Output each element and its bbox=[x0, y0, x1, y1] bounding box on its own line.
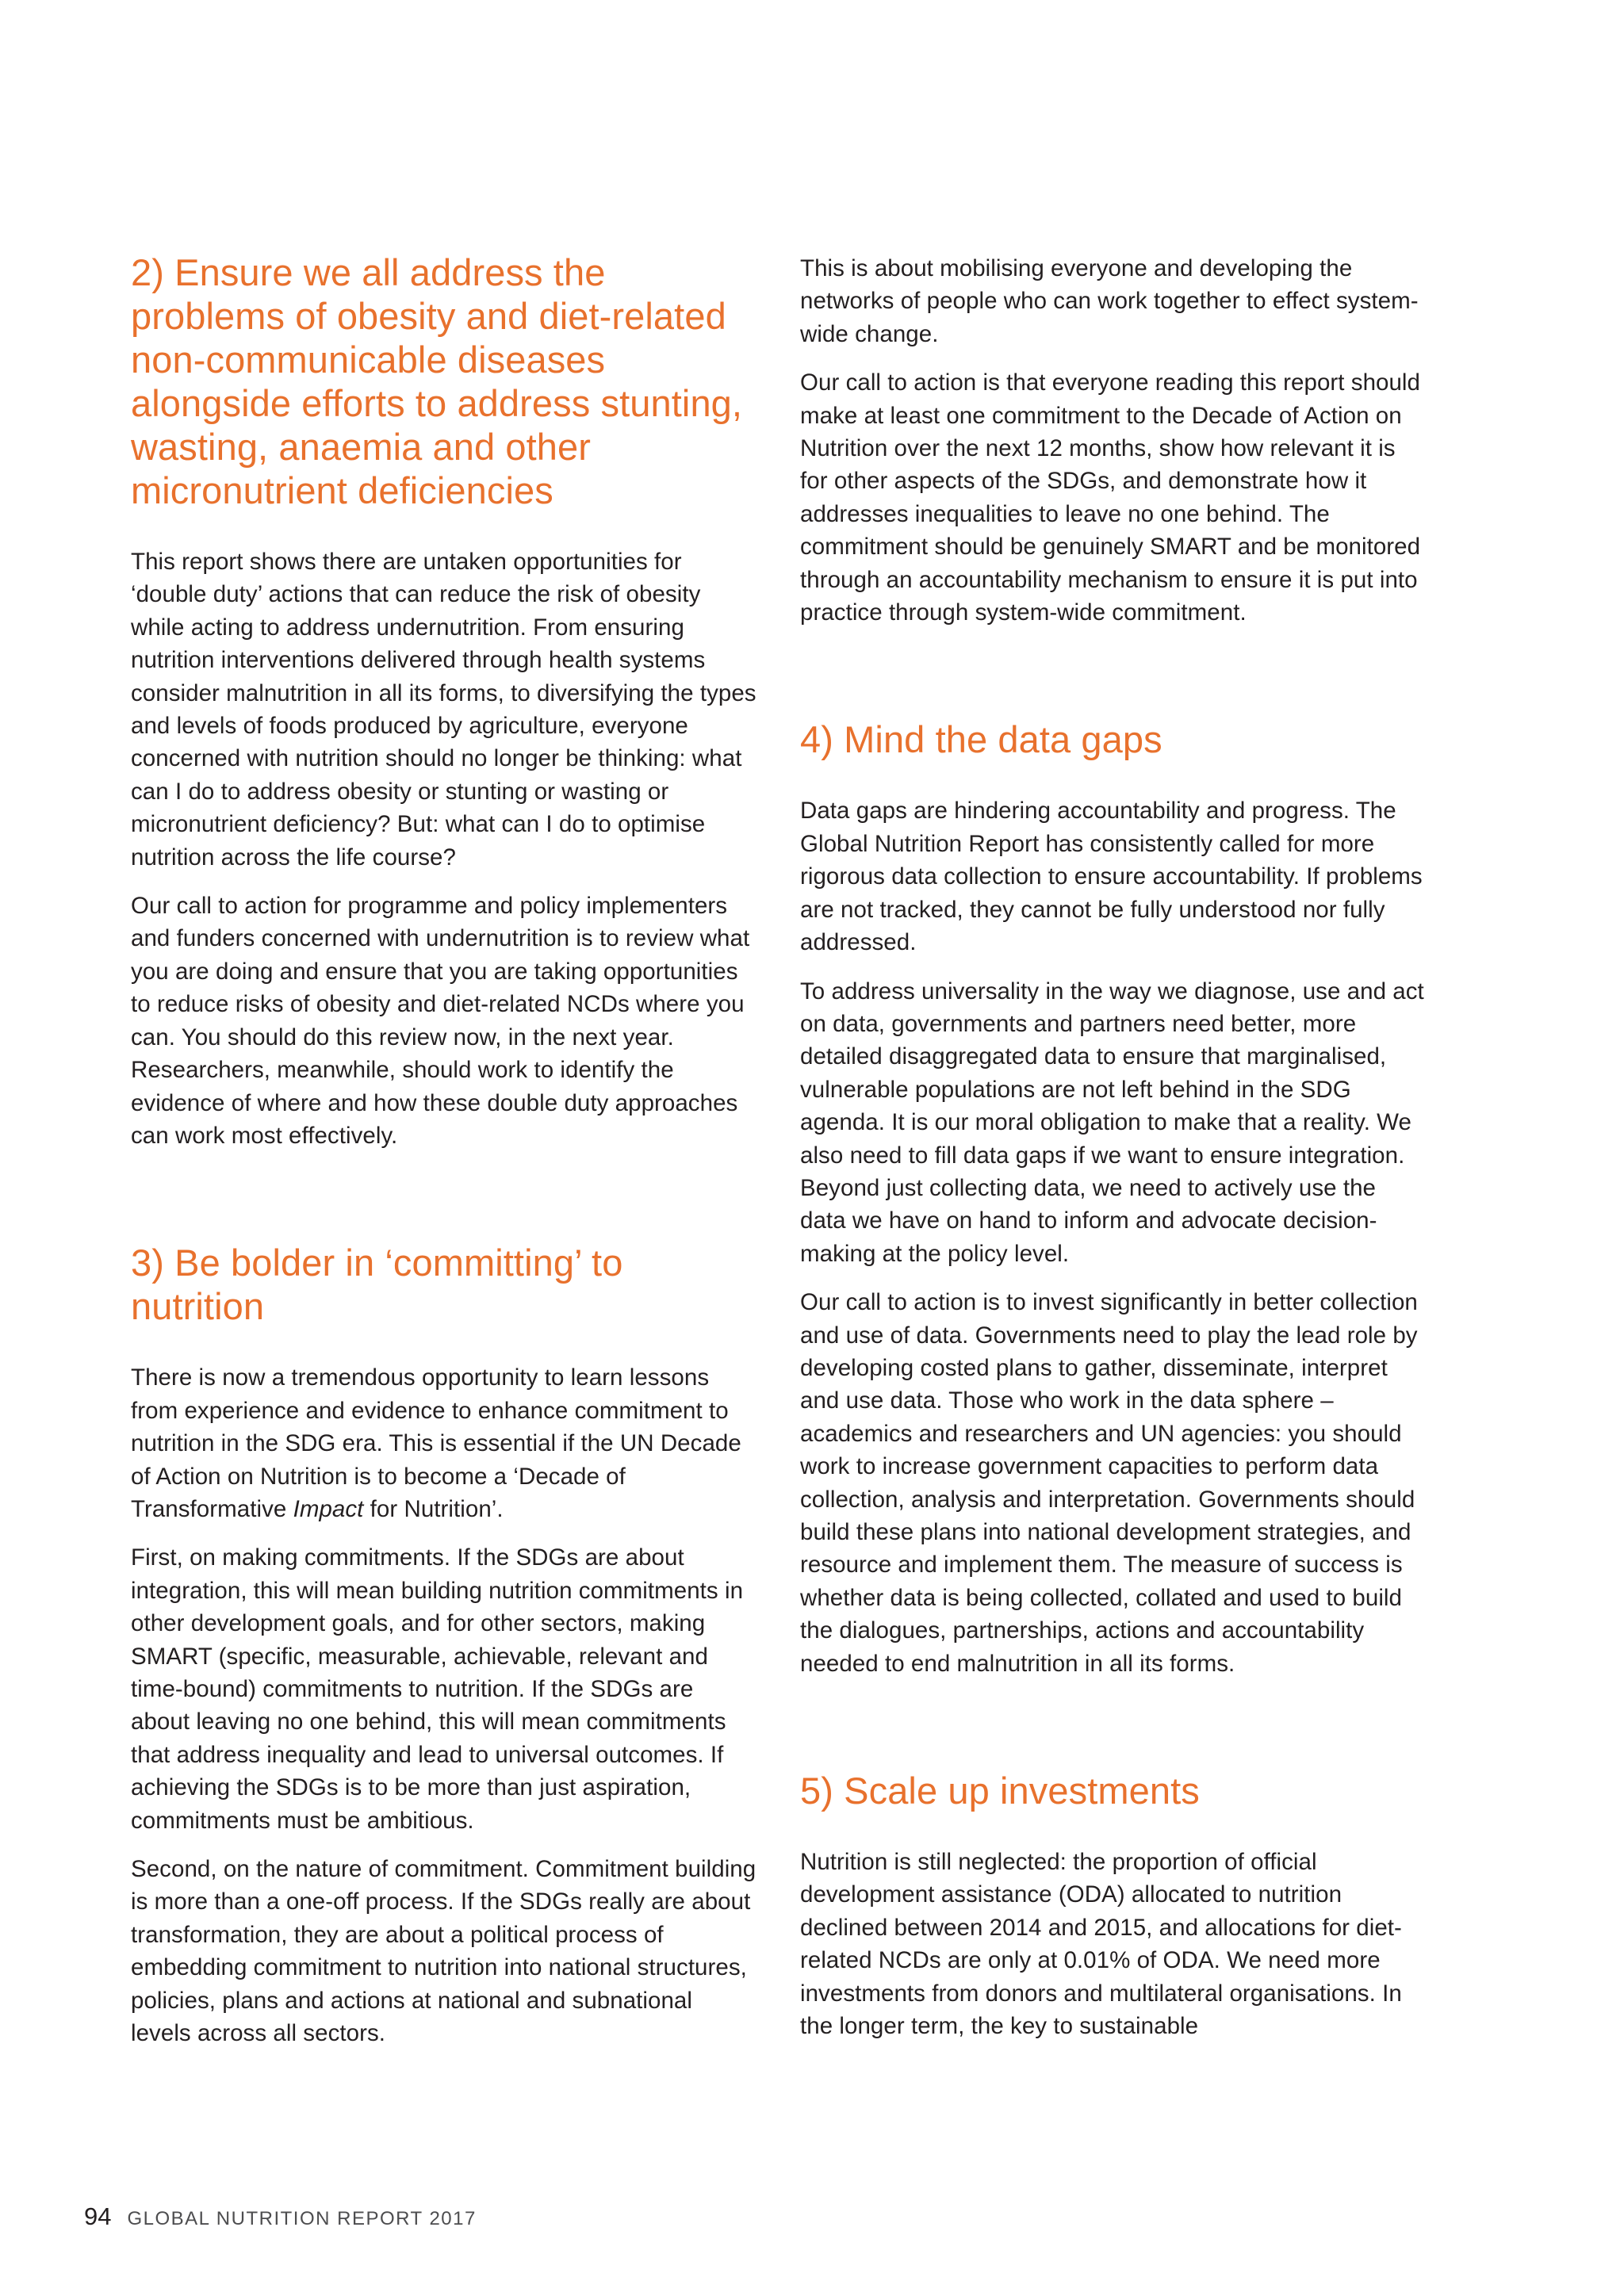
section-4-paragraph-3: Our call to action is to invest significantly in better collection and use of data. Governments need to play the lead role by developing costed plans to gather, disseminate, interpret and use data. Those who work in the data sphere – academics and researchers and UN agencies: you should work to increase government capacities to perform data collection, analysis and interpretation. Governments should build these plans into national development strategies, and resource and implement them. The measure of success is whether data is being collected, collated and used to build the dialogues, partnerships, actions and accountability needed to end malnutrition in all its forms. bbox=[800, 1289, 1418, 1677]
section-3-paragraph-1-italic: Impact bbox=[293, 1495, 364, 1522]
section-5-heading: 5) Scale up investments bbox=[800, 1770, 1200, 1812]
section-5-paragraph-1: Nutrition is still neglected: the proportion of official development assistance (ODA) allocated to nutrition declined between 2014 and 2015, and allocations for diet-related NCDs are only at 0.01% of ODA. We need more investments from donors and multilateral organisations. In the longer term, the key to sustainable bbox=[800, 1849, 1402, 2040]
section-3-paragraph-2: First, on making commitments. If the SDGs are about integration, this will mean building nutrition commitments in other development goals, and for other sectors, making SMART (specific, measurable, achievable, relevant and time-bound) commitments to nutrition. If the SDGs are about leaving no one behind, this will mean commitments that address inequality and lead to universal outcomes. If achieving the SDGs is to be more than just aspiration, commitments must be ambitious. bbox=[131, 1544, 744, 1834]
section-3-paragraph-1-text-b: for Nutrition’. bbox=[363, 1495, 504, 1522]
page-footer bbox=[84, 2202, 477, 2234]
section-3-continued-paragraph-2: Our call to action is that everyone reading this report should make at least one commitment to the Decade of Action on Nutrition over the next 12 months, show how relevant it is for other aspects of the SDGs, and demonstrate how it addresses inequalities to leave no one behind. The commitment should be genuinely SMART and be monitored through an accountability mechanism to ensure it is put into practice through system-wide commitment. bbox=[800, 369, 1421, 626]
right-column bbox=[800, 252, 1427, 2042]
section-2-paragraph-2: Our call to action for programme and policy implementers and funders concerned with undernutrition is to review what you are doing and ensure that you are taking opportunities to reduce risks of obesity and diet-related NCDs where you can. You should do this review now, in the next year. Researchers, meanwhile, should work to identify the evidence of where and how these double duty approaches can work most effectively. bbox=[131, 893, 750, 1149]
section-3-paragraph-1-text-a: There is now a tremendous opportunity to learn lessons from experience and evidence to enhance commitment to nutrition in the SDG era. This is essential if the UN Decade of Action on Nutrition is to become a ‘Decade of Transformative bbox=[131, 1364, 741, 1522]
section-3-paragraph-3: Second, on the nature of commitment. Commitment building is more than a one-off process. If the SDGs really are about transformation, they are about a political process of embedding commitment to nutrition into national structures, policies, plans and actions at national and subnational levels across all sectors. bbox=[131, 1856, 756, 2047]
section-3-heading: 3) Be bolder in ‘committing’ to nutrition bbox=[131, 1242, 623, 1328]
left-column bbox=[131, 251, 757, 2049]
section-2-heading: 2) Ensure we all address the problems of obesity and diet-related non-communicable diseases alongside efforts to address stunting, wasting, anaemia and other micronutrient deficiencies bbox=[131, 251, 743, 511]
page-number: 94 bbox=[84, 2202, 112, 2230]
section-4-paragraph-2: To address universality in the way we diagnose, use and act on data, governments and partners need better, more detailed disaggregated data to ensure that marginalised, vulnerable populations are not left behind in the SDG agenda. It is our moral obligation to make that a reality. We also need to fill data gaps if we want to ensure integration. Beyond just collecting data, we need to actively use the data we have on hand to inform and advocate decision-making at the policy level. bbox=[800, 978, 1424, 1267]
section-3-paragraph-1 bbox=[131, 1361, 757, 1525]
section-3-continued-paragraph-1: This is about mobilising everyone and developing the networks of people who can work together to effect system-wide change. bbox=[800, 255, 1419, 347]
section-4-paragraph-1: Data gaps are hindering accountability and progress. The Global Nutrition Report has consistently called for more rigorous data collection to ensure accountability. If problems are not tracked, they cannot be fully understood nor fully addressed. bbox=[800, 798, 1423, 956]
section-4-heading: 4) Mind the data gaps bbox=[800, 718, 1162, 761]
running-title: GLOBAL NUTRITION REPORT 2017 bbox=[127, 2208, 477, 2229]
section-2-paragraph-1: This report shows there are untaken opportunities for ‘double duty’ actions that can reduce the risk of obesity while acting to address undernutrition. From ensuring nutrition interventions delivered through health systems consider malnutrition in all its forms, to diversifying the types and levels of foods produced by agriculture, everyone concerned with nutrition should no longer be thinking: what can I do to address obesity or stunting or wasting or micronutrient deficiency? But: what can I do to optimise nutrition across the life course? bbox=[131, 549, 756, 871]
